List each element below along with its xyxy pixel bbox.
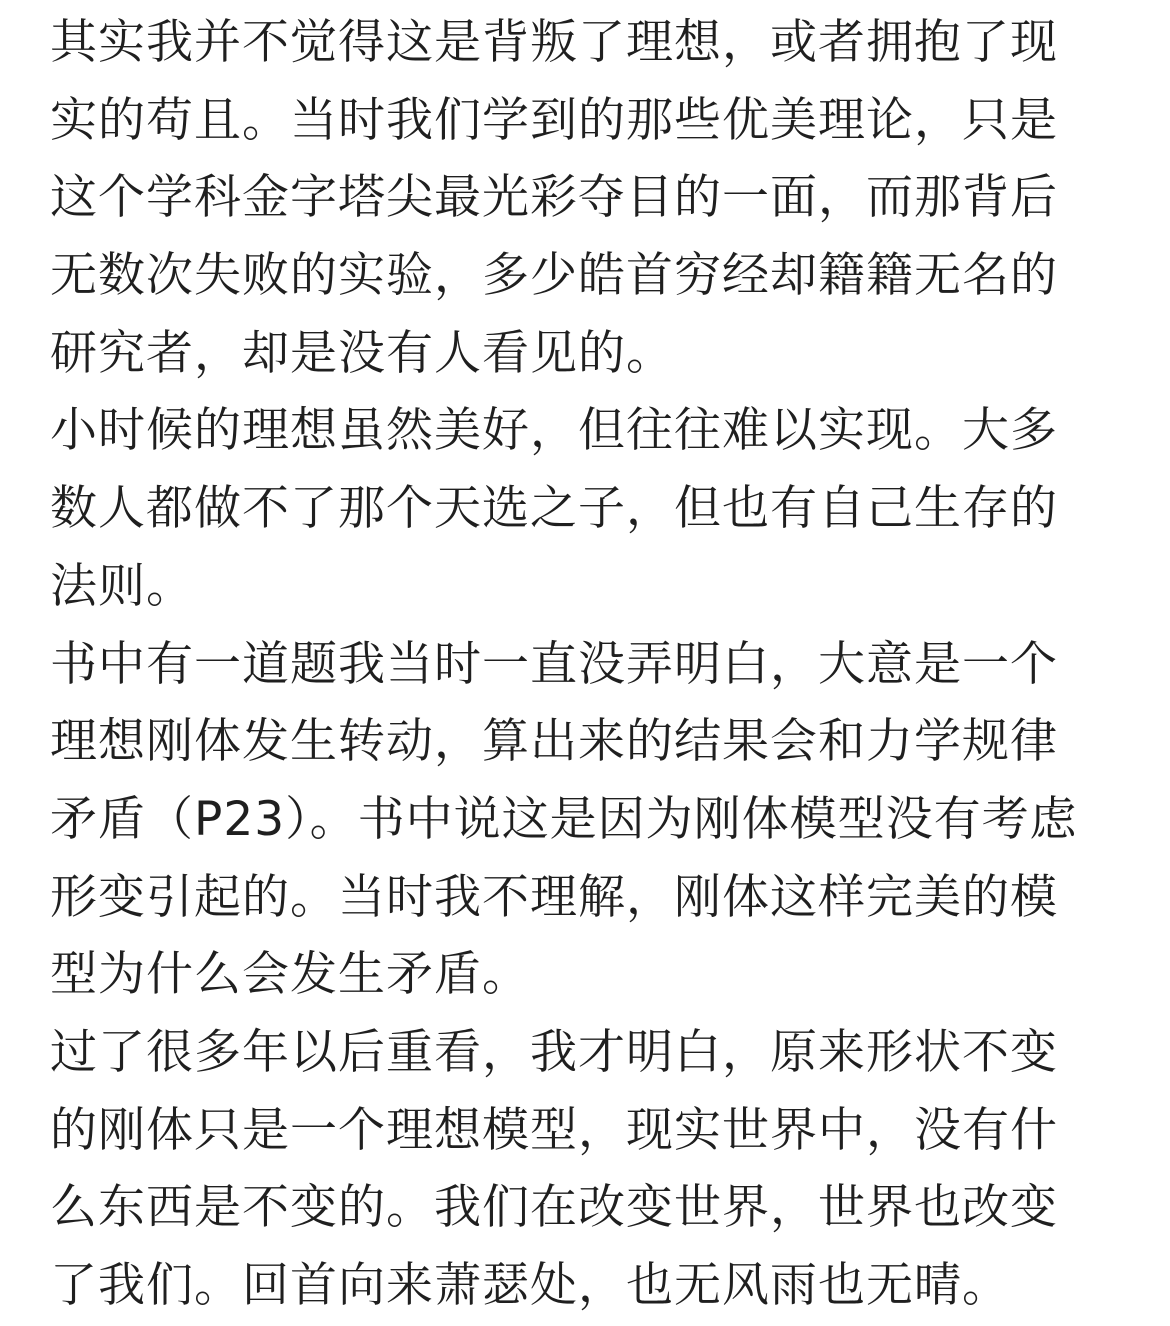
text-line-5: 研究者，却是没有人看见的。 — [50, 325, 674, 381]
text-line-1: 其实我并不觉得这是背叛了理想，或者拥抱了现 — [50, 15, 1058, 70]
text-line-12: 形变引起的。当时我不理解，刚体这样完美的模 — [50, 869, 1058, 925]
weibo-logo-icon — [1124, 1271, 1158, 1301]
text-line-3: 这个学科金字塔尖最光彩夺目的一面，而那背后 — [50, 170, 1058, 226]
text-line-11: 矛盾（P23）。书中说这是因为刚体模型没有考虑 — [50, 791, 1078, 847]
text-line-16: 么东西是不变的。我们在改变世界，世界也改变 — [50, 1180, 1058, 1236]
text-line-17: 了我们。回首向来萧瑟处，也无风雨也无晴。 — [50, 1258, 1010, 1313]
text-line-15: 的刚体只是一个理想模型，现实世界中，没有什 — [50, 1102, 1058, 1158]
text-line-14: 过了很多年以后重看，我才明白，原来形状不变 — [50, 1024, 1058, 1080]
text-line-9: 书中有一道题我当时一直没弄明白，大意是一个 — [50, 636, 1058, 692]
text-line-4: 无数次失败的实验，多少皓首穷经却籍籍无名的 — [50, 248, 1058, 304]
text-line-8: 法则。 — [50, 558, 194, 614]
text-line-10: 理想刚体发生转动，算出来的结果会和力学规律 — [50, 714, 1058, 770]
text-line-7: 数人都做不了那个天选之子，但也有自己生存的 — [50, 481, 1058, 537]
text-line-6: 小时候的理想虽然美好，但往往难以实现。大多 — [50, 403, 1058, 459]
watermark — [1124, 1264, 1158, 1308]
text-line-2: 实的苟且。当时我们学到的那些优美理论，只是 — [50, 92, 1058, 148]
text-line-13: 型为什么会发生矛盾。 — [50, 947, 530, 1003]
article-body — [50, 4, 1140, 1325]
